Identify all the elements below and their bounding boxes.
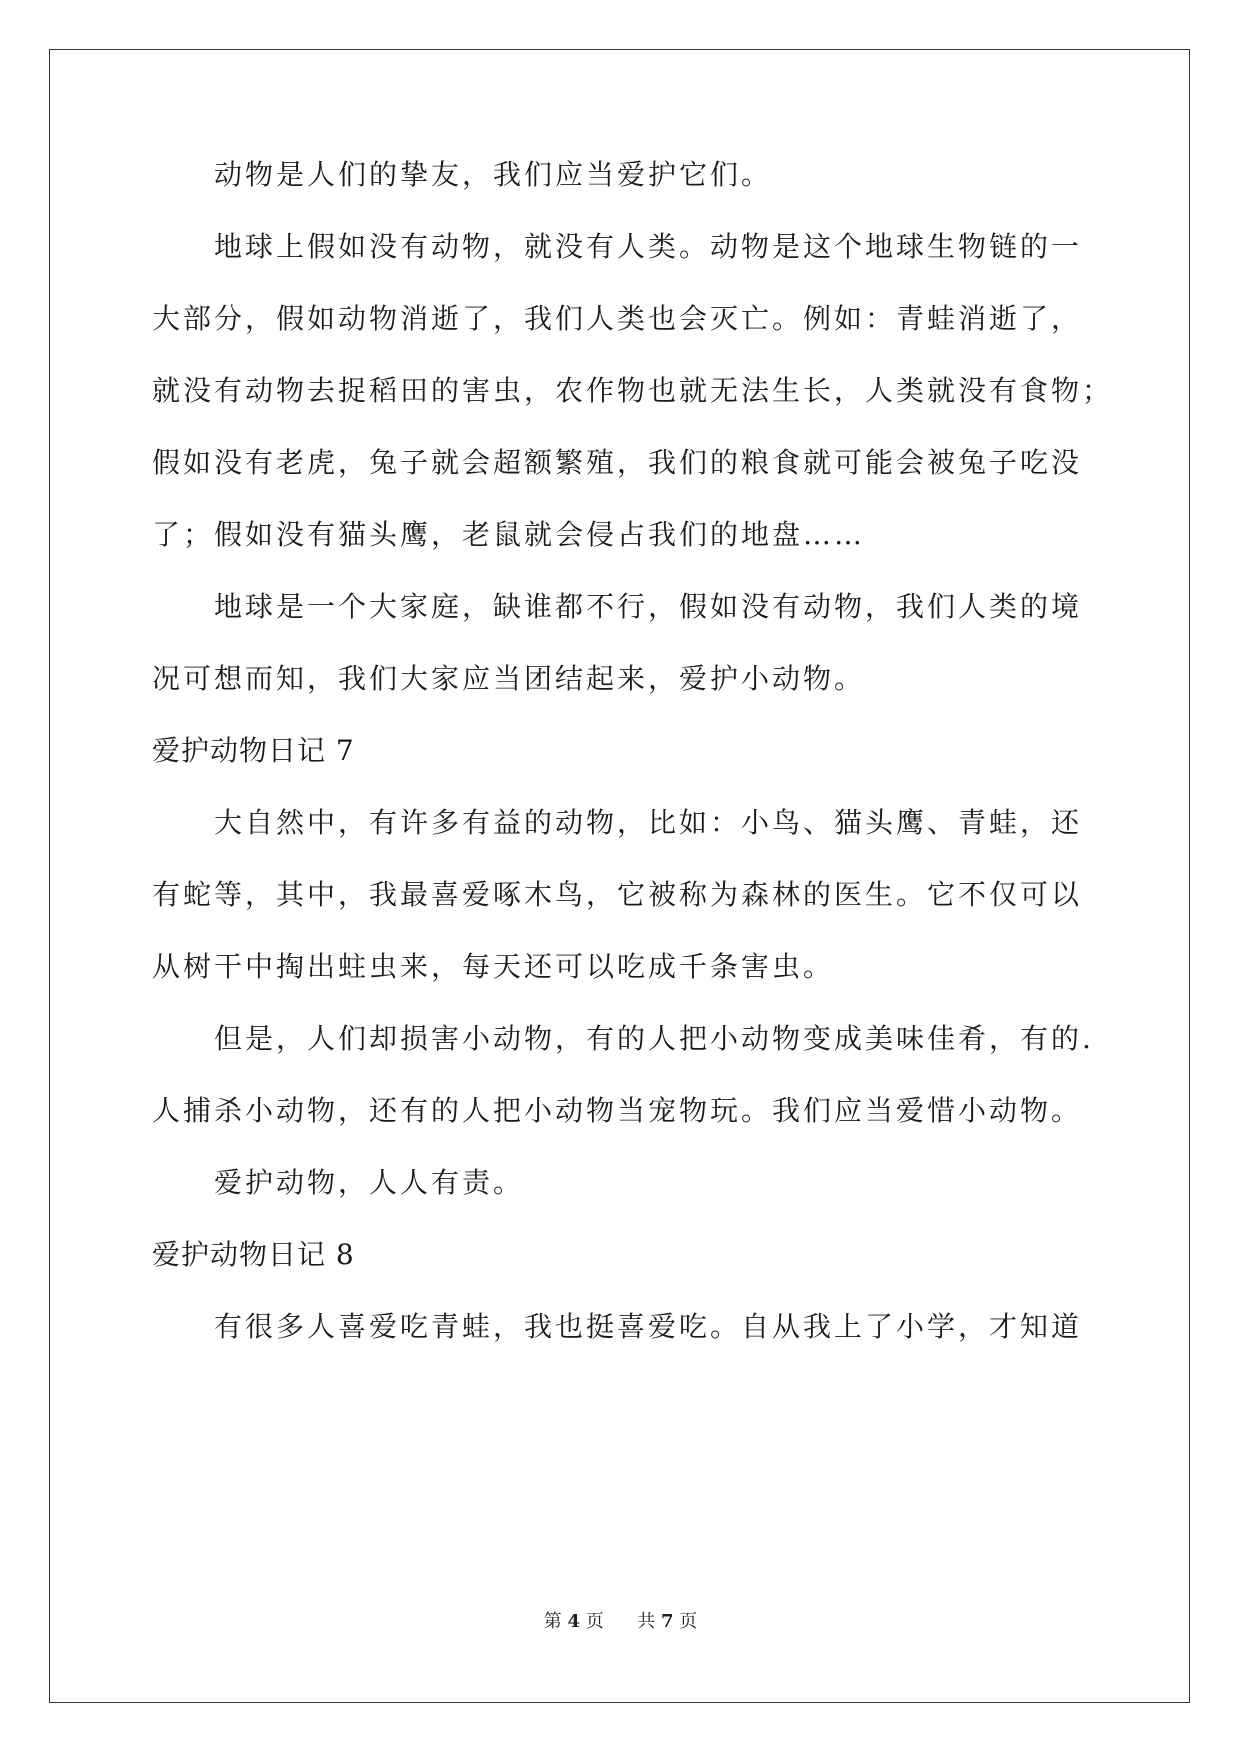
paragraph-line: 地球上假如没有动物，就没有人类。动物是这个地球生物链的一 xyxy=(214,230,1083,263)
page-prefix: 第 xyxy=(543,1611,562,1632)
page-suffix: 页 xyxy=(585,1611,604,1632)
paragraph-line: 就没有动物去捉稻田的害虫，农作物也就无法生长，人类就没有食物； xyxy=(152,374,1114,407)
paragraph-line: 大部分，假如动物消逝了，我们人类也会灭亡。例如：青蛙消逝了， xyxy=(152,302,1083,335)
paragraph-line: 大自然中，有许多有益的动物，比如：小鸟、猫头鹰、青蛙，还 xyxy=(214,806,1083,839)
paragraph-line: 有很多人喜爱吃青蛙，我也挺喜爱吃。自从我上了小学，才知道 xyxy=(214,1310,1083,1343)
paragraph-line: 从树干中掏出蛀虫来，每天还可以吃成千条害虫。 xyxy=(152,950,835,983)
page-border xyxy=(49,49,1190,1703)
paragraph-line: 地球是一个大家庭，缺谁都不行，假如没有动物，我们人类的境 xyxy=(214,590,1083,623)
page-footer xyxy=(0,1611,1241,1633)
total-pages: 7 xyxy=(660,1611,674,1632)
section-heading: 爱护动物日记 8 xyxy=(152,1238,355,1271)
paragraph-line: 有蛇等，其中，我最喜爱啄木鸟，它被称为森林的医生。它不仅可以 xyxy=(152,878,1083,911)
paragraph-line: 动物是人们的挚友，我们应当爱护它们。 xyxy=(214,158,773,191)
total-suffix: 页 xyxy=(679,1611,698,1632)
paragraph-line: 了；假如没有猫头鹰，老鼠就会侵占我们的地盘…… xyxy=(152,518,866,551)
total-prefix: 共 xyxy=(637,1611,656,1632)
paragraph-line: 况可想而知，我们大家应当团结起来，爱护小动物。 xyxy=(152,662,866,695)
paragraph-line: 假如没有老虎，兔子就会超额繁殖，我们的粮食就可能会被兔子吃没 xyxy=(152,446,1083,479)
paragraph-line: 但是，人们却损害小动物，有的人把小动物变成美味佳肴，有的. xyxy=(214,1022,1094,1055)
page-number: 4 xyxy=(567,1611,581,1632)
paragraph-line: 爱护动物，人人有责。 xyxy=(214,1166,525,1199)
paragraph-line: 人捕杀小动物，还有的人把小动物当宠物玩。我们应当爱惜小动物。 xyxy=(152,1094,1083,1127)
section-heading: 爱护动物日记 7 xyxy=(152,734,355,767)
